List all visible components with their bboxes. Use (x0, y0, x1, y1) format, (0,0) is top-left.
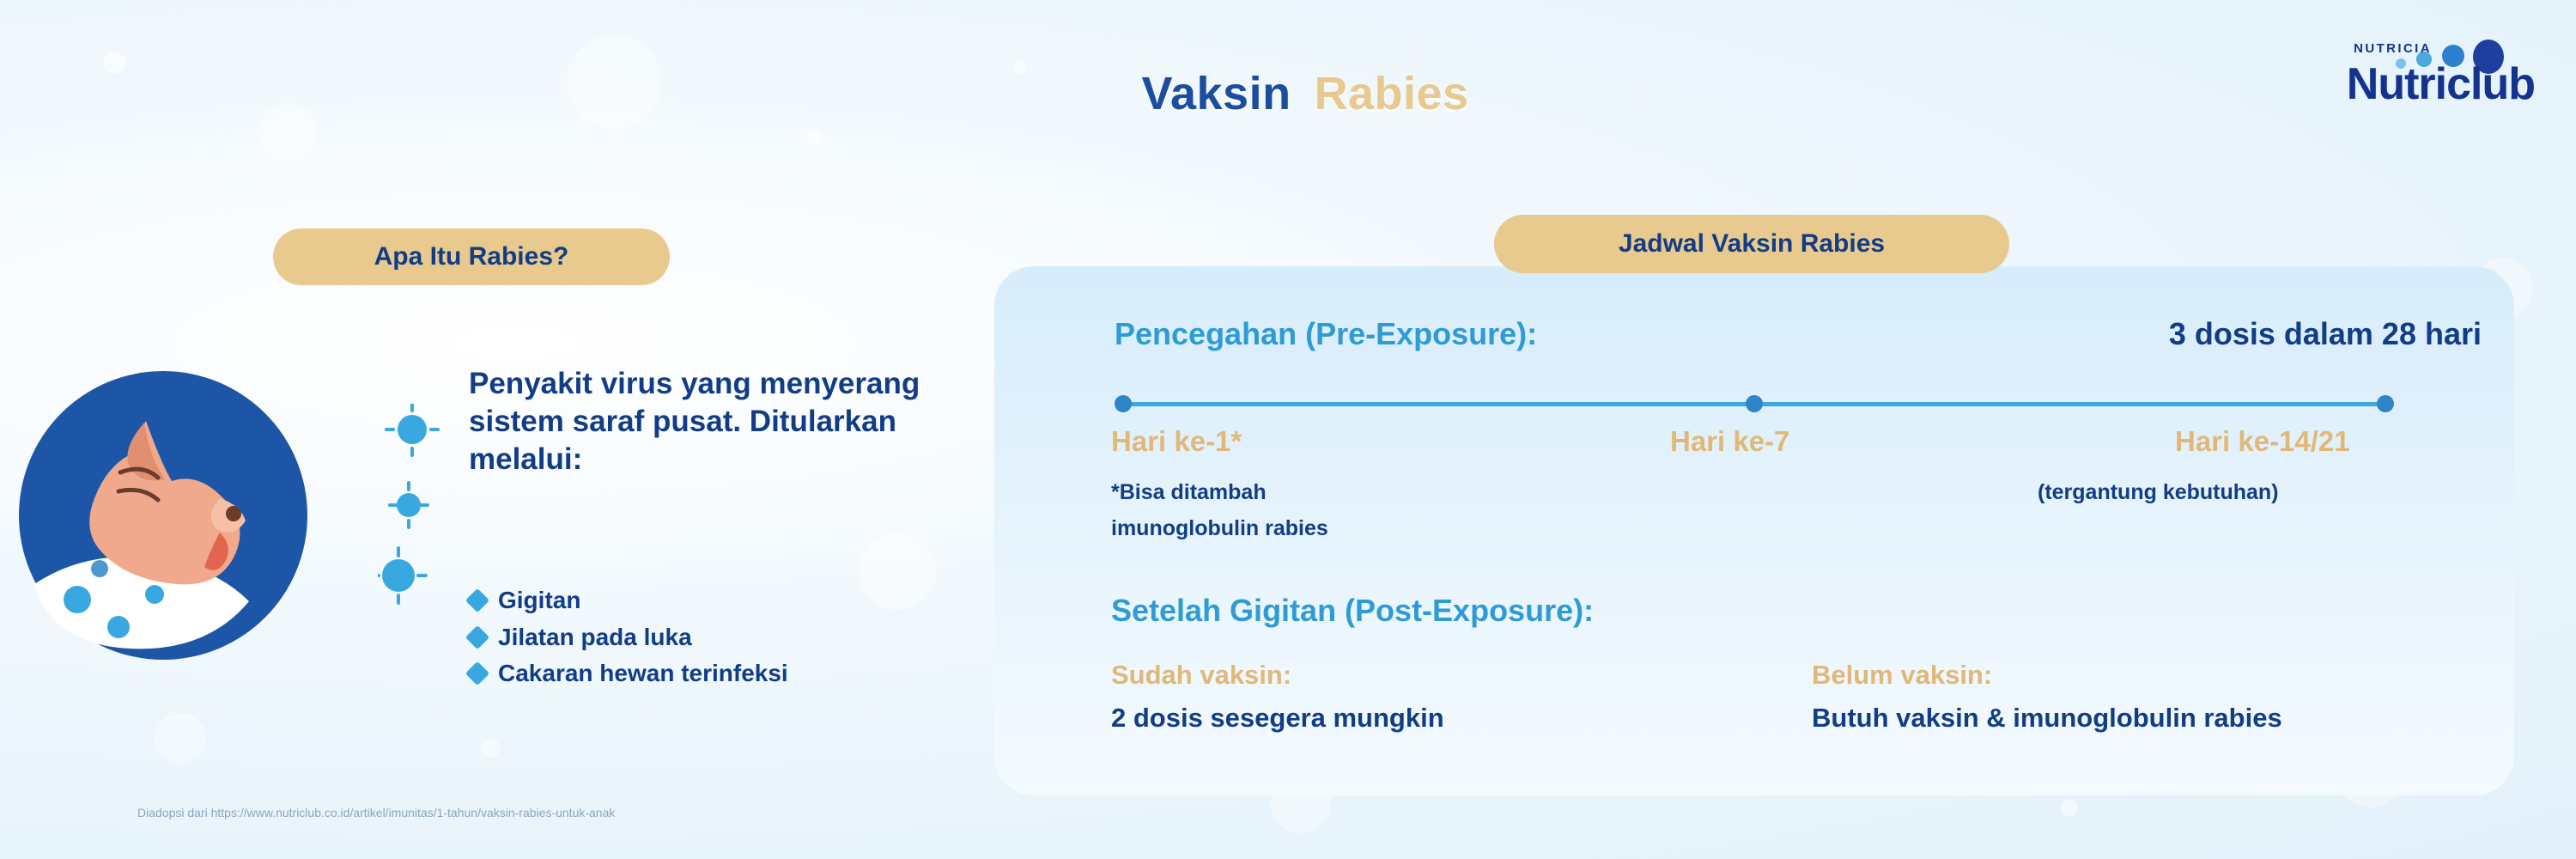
decor-bubble (859, 533, 936, 610)
decor-bubble (103, 52, 125, 74)
logo-brandmark: NUTRICIA (2354, 41, 2432, 56)
schedule-pill: Jadwal Vaksin Rabies (1494, 215, 2009, 273)
logo-wordmark: Nutriclub (2346, 59, 2535, 109)
timeline-label-2: Hari ke-7 (1670, 425, 1790, 457)
nutriclub-logo (2251, 40, 2535, 143)
list-item-label: Cakaran hewan terinfeksi (498, 660, 788, 687)
transmission-list (469, 582, 788, 692)
pre-exposure-summary: 3 dosis dalam 28 hari (2168, 316, 2482, 351)
decor-bubble (807, 129, 823, 144)
decor-bubble (481, 739, 500, 758)
timeline-label-1: Hari ke-1* (1111, 425, 1242, 457)
decor-bubble (155, 713, 206, 765)
rabies-description: Penyakit virus yang menyerang sistem saraf pusat. Ditularkan melalui: (469, 367, 920, 477)
diamond-bullet-icon (465, 661, 489, 685)
decor-bubble (567, 34, 661, 129)
pre-exposure-heading: Pencegahan (Pre-Exposure): (1115, 316, 1538, 351)
decor-bubble (258, 103, 318, 163)
timeline-node (1115, 395, 1132, 412)
source-attribution: Diadopsi dari https://www.nutriclub.co.id/artikel/imunitas/1-tahun/vaksin-rabies-untuk-anak (137, 806, 616, 819)
list-item (469, 619, 788, 656)
pre-exposure-note-line1: *Bisa ditambah (1111, 480, 1267, 504)
list-item-label: Jilatan pada luka (498, 623, 692, 650)
diamond-bullet-icon (465, 588, 489, 612)
post-unvaccinated-text: Butuh vaksin & imunoglobulin rabies (1812, 703, 2282, 733)
page-title (1065, 67, 1546, 120)
decor-bubble (1013, 60, 1027, 74)
list-item (469, 655, 788, 692)
post-unvaccinated-title: Belum vaksin: (1812, 660, 1993, 690)
timeline-node (2377, 395, 2394, 412)
list-item-label: Gigitan (498, 587, 581, 613)
post-vaccinated-text: 2 dosis sesegera mungkin (1111, 703, 1444, 733)
dog-illustration (17, 369, 369, 661)
post-exposure-heading: Setelah Gigitan (Post-Exposure): (1111, 593, 1595, 628)
pre-exposure-note-right: (tergantung kebutuhan) (2038, 480, 2279, 504)
decor-bubble (2061, 799, 2078, 816)
page-title-secondary: Rabies (1314, 68, 1469, 119)
diamond-bullet-icon (465, 625, 489, 649)
pre-exposure-timeline (1115, 395, 2394, 412)
pre-exposure-note-line2: imunoglobulin rabies (1111, 516, 1328, 540)
timeline-label-3: Hari ke-14/21 (2175, 425, 2350, 457)
post-vaccinated-title: Sudah vaksin: (1111, 660, 1292, 690)
virus-particles (378, 404, 481, 627)
timeline-node (1746, 395, 1763, 412)
page-title-primary: Vaksin (1141, 68, 1291, 119)
list-item (469, 582, 788, 619)
left-section-pill: Apa Itu Rabies? (273, 228, 670, 285)
